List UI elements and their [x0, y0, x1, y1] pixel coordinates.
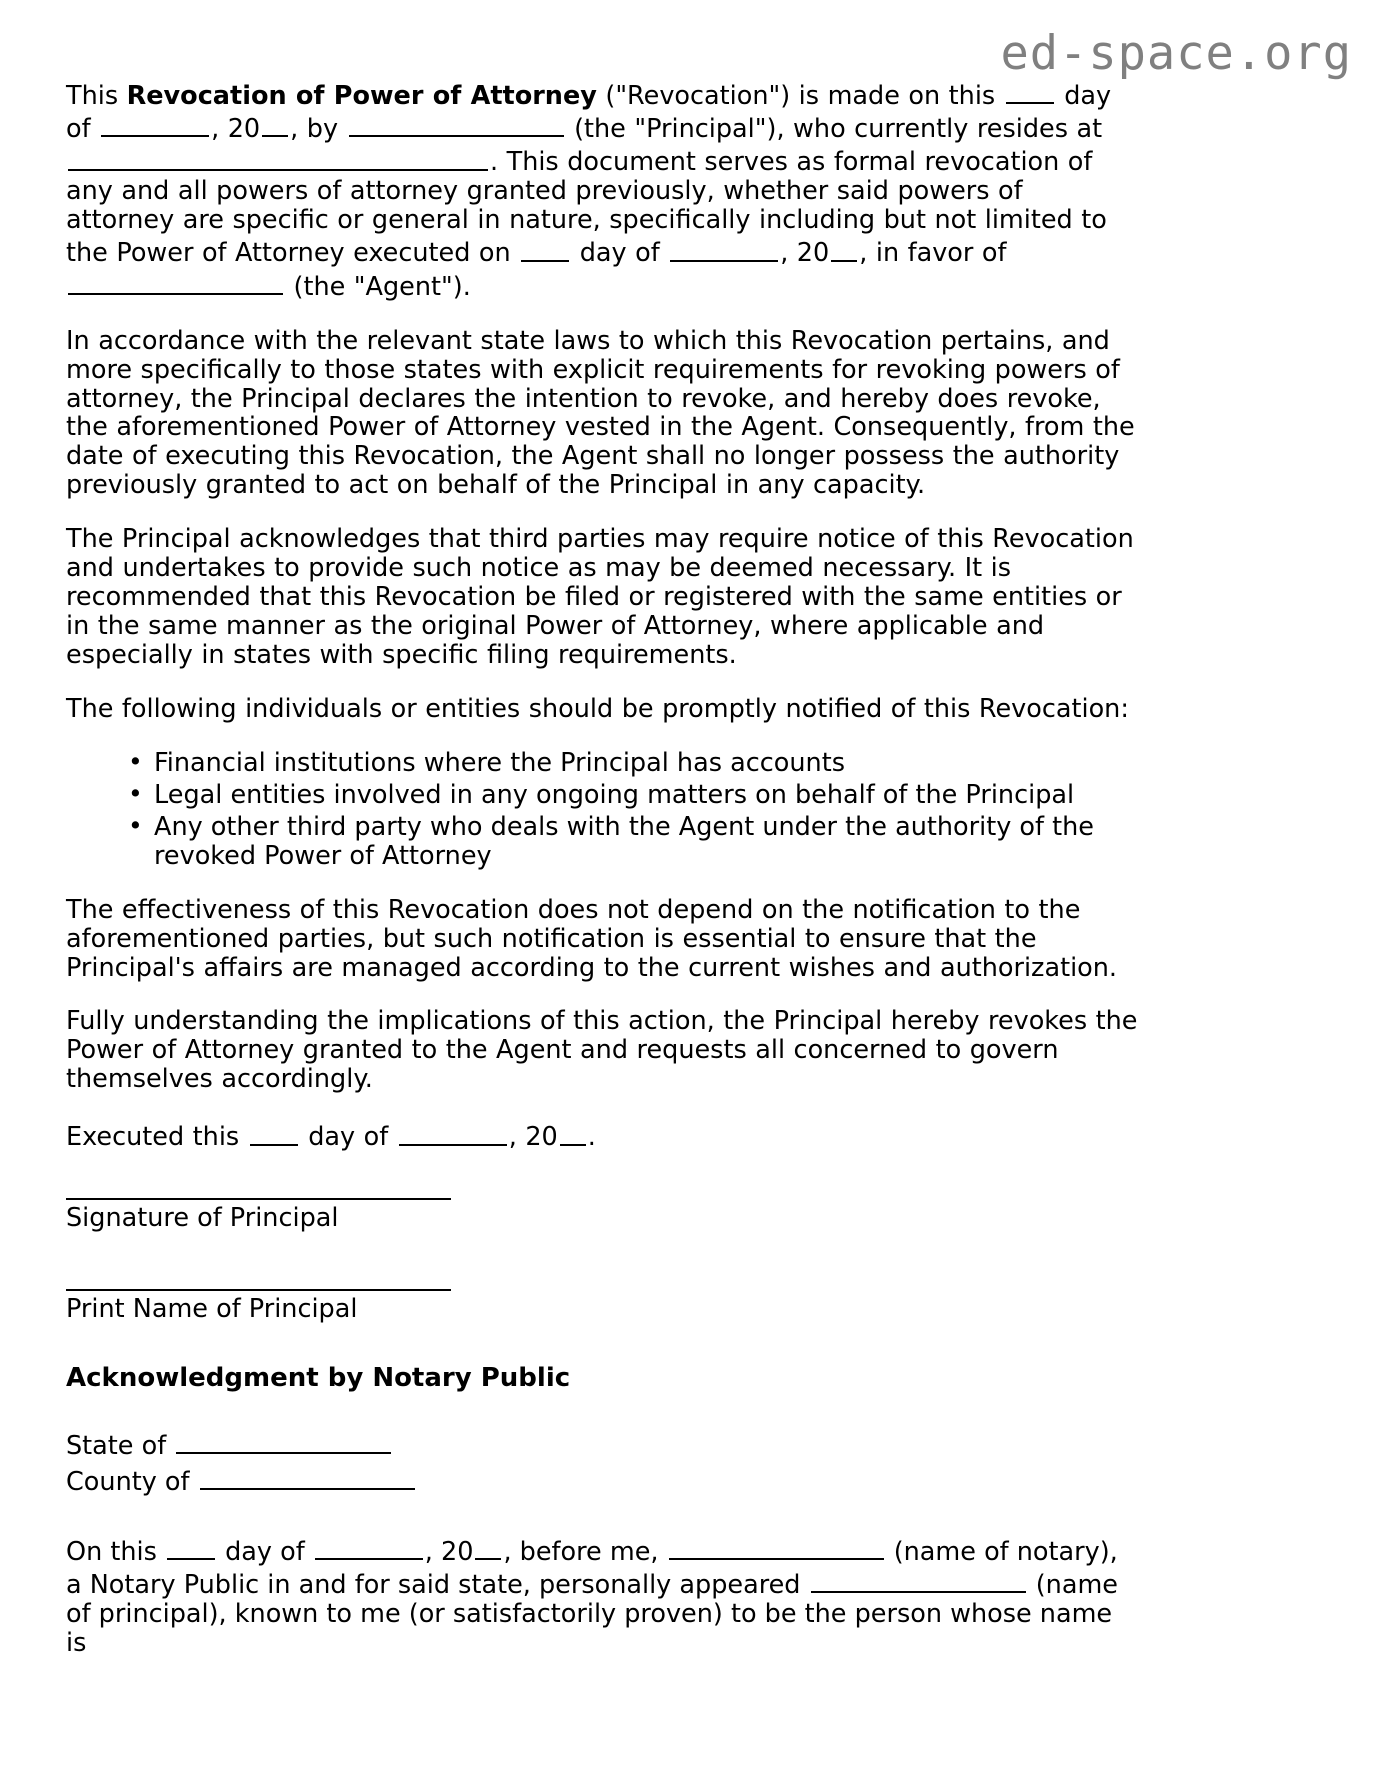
county-blank[interactable]	[200, 1464, 415, 1490]
notary-principal-name-blank[interactable]	[811, 1567, 1026, 1593]
notary-before-me: , before me,	[503, 1536, 667, 1567]
year-blank-1[interactable]	[262, 111, 288, 137]
intro-agent: (the "Agent").	[285, 271, 471, 302]
executed-end: .	[587, 1122, 596, 1153]
notary-name-blank[interactable]	[669, 1534, 884, 1560]
notary-lead: On this	[66, 1536, 165, 1567]
print-name-line-principal[interactable]	[66, 1289, 451, 1291]
list-item: • Any other third party who deals with the Agent under the authority of the revoked Power of Attorney	[128, 813, 1138, 871]
year-blank-2[interactable]	[831, 235, 857, 261]
intro-year-prefix: , 20	[211, 114, 261, 145]
executed-line	[66, 1119, 1138, 1152]
paragraph-third-parties: The Principal acknowledges that third parties may require notice of this Revocation and undertakes to provide such notice as may be deemed necessary. It is recommended that this Revocation be filed or registered with the same entities or in the same manner as the original Power of Attorney, where applicable and especially in states with specific filing requirements.	[66, 524, 1134, 671]
notary-year-prefix: , 20	[424, 1536, 474, 1567]
intro-principal: (the "Principal"), who currently resides at	[565, 114, 1103, 145]
notary-month-blank[interactable]	[315, 1534, 423, 1560]
month-blank-1[interactable]	[101, 111, 209, 137]
county-line	[66, 1464, 1138, 1500]
intro-lead: This	[66, 81, 127, 112]
signature-label-principal: Signature of Principal	[66, 1203, 339, 1234]
paragraph-fully-understanding: Fully understanding the implications of this action, the Principal hereby revokes the Power of Attorney granted to the Agent and requests all concerned to govern themselves accordingly.	[66, 1006, 1138, 1095]
day-blank-2[interactable]	[521, 235, 569, 261]
intro-day-of: day of	[66, 81, 1112, 145]
intro-after-title: ("Revocation") is made on this	[596, 81, 1004, 112]
notary-acknowledgment-paragraph	[66, 1534, 1138, 1658]
notary-day-of: day of	[216, 1536, 313, 1567]
signature-line-principal[interactable]	[66, 1198, 451, 1200]
county-label: County of	[66, 1466, 198, 1497]
executed-year-blank[interactable]	[560, 1119, 586, 1145]
state-line	[66, 1428, 1138, 1464]
paragraph-effectiveness: The effectiveness of this Revocation does not depend on the notification to the aforementioned parties, but such notification is essential to ensure that the Principal's affairs are managed according to the current wishes and authorization.	[66, 894, 1118, 983]
list-item: • Financial institutions where the Principal has accounts	[128, 749, 1138, 778]
notary-day-blank[interactable]	[167, 1534, 215, 1560]
month-blank-2[interactable]	[670, 235, 778, 261]
state-label: State of	[66, 1431, 175, 1462]
signature-block	[66, 1198, 1138, 1324]
intro-formal: . This document serves as formal revocation of any and all powers of attorney granted previously, whether said powers of attorney are specific or general in nature, specifically including but not limited to the Power of Attorney executed on	[66, 147, 1107, 269]
notify-list	[66, 749, 1138, 871]
paragraph-accordance: In accordance with the relevant state laws to which this Revocation pertains, and more specifically to those states with explicit requirements for revoking powers of attorney, the Principal declares the intention to revoke, and hereby does revoke, the aforementioned Power of Attorney vested in the Agent. Consequently, from the date of executing this Revocation, the Agent shall no longer possess the authority previously granted to act on behalf of the Principal in any capacity.	[66, 325, 1135, 501]
intro-in-favor: , in favor of	[859, 238, 1007, 269]
intro-by: , by	[290, 114, 347, 145]
state-blank[interactable]	[176, 1428, 391, 1454]
agent-name-blank[interactable]	[68, 269, 283, 295]
executed-day-blank[interactable]	[250, 1119, 298, 1145]
intro-day-of-2: day of	[571, 238, 669, 269]
intro-year-prefix-2: , 20	[780, 238, 830, 269]
notary-year-blank[interactable]	[475, 1534, 501, 1560]
executed-month-blank[interactable]	[399, 1119, 507, 1145]
document-title: Revocation of Power of Attorney	[126, 81, 597, 112]
day-blank-1[interactable]	[1006, 78, 1054, 104]
notary-state-county	[66, 1428, 1138, 1500]
executed-year-prefix: , 20	[508, 1122, 558, 1153]
executed-lead: Executed this	[66, 1122, 248, 1153]
notary-name-principal: (name of principal), known to me (or satisfactorily proven) to be the person whose name is	[66, 1569, 1118, 1658]
notary-section-heading: Acknowledgment by Notary Public	[66, 1363, 571, 1394]
principal-address-blank[interactable]	[68, 144, 488, 170]
document-content	[66, 78, 1138, 1658]
intro-paragraph	[66, 78, 1138, 302]
executed-day-of: day of	[299, 1122, 397, 1153]
paragraph-notify-intro: The following individuals or entities should be promptly notified of this Revocation:	[66, 693, 1129, 724]
list-item: • Legal entities involved in any ongoing matters on behalf of the Principal	[128, 781, 1138, 810]
principal-name-blank[interactable]	[349, 111, 564, 137]
site-watermark: ed-space.org	[1000, 26, 1352, 81]
print-name-label-principal: Print Name of Principal	[66, 1294, 358, 1325]
notary-name-notary: (name of notary), a Notary Public in and for said state, personally appeared	[66, 1536, 1118, 1600]
